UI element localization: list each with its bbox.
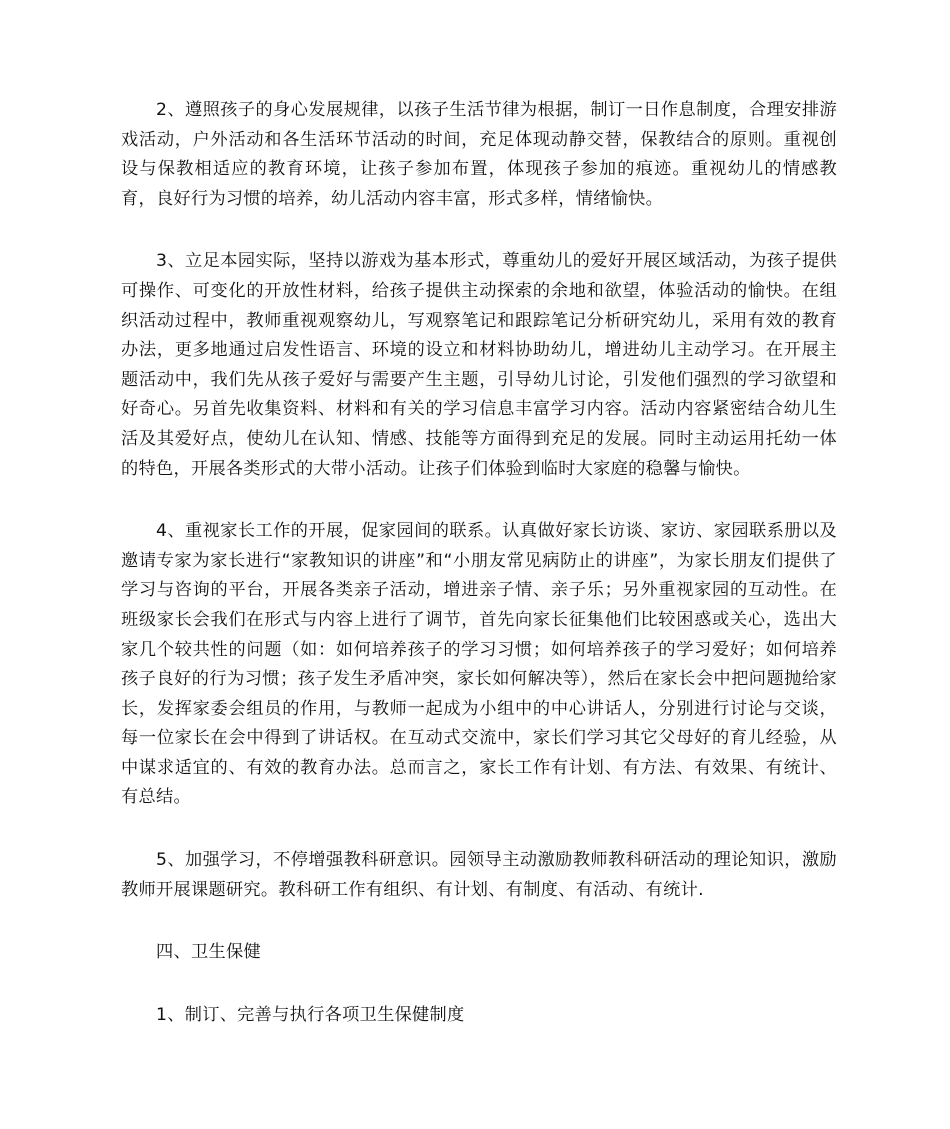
paragraph-4-parent-work: 4、重视家长工作的开展，促家园间的联系。认真做好家长访谈、家访、家园联系册以及邀请专家为家长进行“家教知识的讲座”和“小朋友常见病防止的讲座”，为家长朋友们提供了学习与咨询的平台，开展各类亲子活动，增进亲子情、亲子乐；另外重视家园的互动性。在班级家长会我们在形式与内容上进行了调节，首先向家长征集他们比较困惑或关心，选出大家几个较共性的问题（如：如何培养孩子的学习习惯；如何培养孩子的学习爱好；如何培养孩子良好的行为习惯；孩子发生矛盾冲突，家长如何解决等），然后在家长会中把问题抛给家长，发挥家委会组员的作用，与教师一起成为小组中的中心讲话人，分别进行讨论与交谈，每一位家长在会中得到了讲话权。在互动式交流中，家长们学习其它父母好的育儿经验，从中谋求适宜的、有效的教育办法。总而言之，家长工作有计划、有方法、有效果、有统计、有总结。	[121, 521, 837, 808]
paragraph-2-schedule: 2、遵照孩子的身心发展规律，以孩子生活节律为根据，制订一日作息制度，合理安排游戏活动，户外活动和各生活环节活动的时间，充足体现动静交替，保教结合的原则。重视创设与保教相适应的教育环境，让孩子参加布置，体现孩子参加的痕迹。重视幼儿的情感教育，良好行为习惯的培养，幼儿活动内容丰富，形式多样，情绪愉快。	[121, 100, 837, 209]
paragraph-gap	[121, 484, 837, 517]
paragraph-gap	[121, 214, 837, 247]
paragraph-gap	[121, 813, 837, 846]
paragraph-gap	[121, 905, 837, 938]
document-body	[121, 96, 837, 1030]
sub-heading: 1、制订、完善与执行各项卫生保健制度	[156, 1004, 465, 1025]
section-heading: 四、卫生保健	[156, 942, 261, 963]
paragraph-3-play-activities: 3、立足本园实际，坚持以游戏为基本形式，尊重幼儿的爱好开展区域活动，为孩子提供可操作、可变化的开放性材料，给孩子提供主动探索的余地和欲望，体验活动的愉快。在组织活动过程中，教师重视观察幼儿，写观察笔记和跟踪笔记分析研究幼儿，采用有效的教育办法，更多地通过启发性语言、环境的设立和材料协助幼儿，增进幼儿主动学习。在开展主题活动中，我们先从孩子爱好与需要产生主题，引导幼儿讨论，引发他们强烈的学习欲望和好奇心。另首先收集资料、材料和有关的学习信息丰富学习内容。活动内容紧密结合幼儿生活及其爱好点，使幼儿在认知、情感、技能等方面得到充足的发展。同时主动运用托幼一体的特色，开展各类形式的大带小活动。让孩子们体验到临时大家庭的稳馨与愉快。	[121, 251, 837, 479]
paragraph-gap	[121, 968, 837, 1001]
paragraph-5-research: 5、加强学习，不停增强教科研意识。园领导主动激励教师教科研活动的理论知识，激励教师开展课题研究。教科研工作有组织、有计划、有制度、有活动、有统计.	[121, 850, 837, 900]
